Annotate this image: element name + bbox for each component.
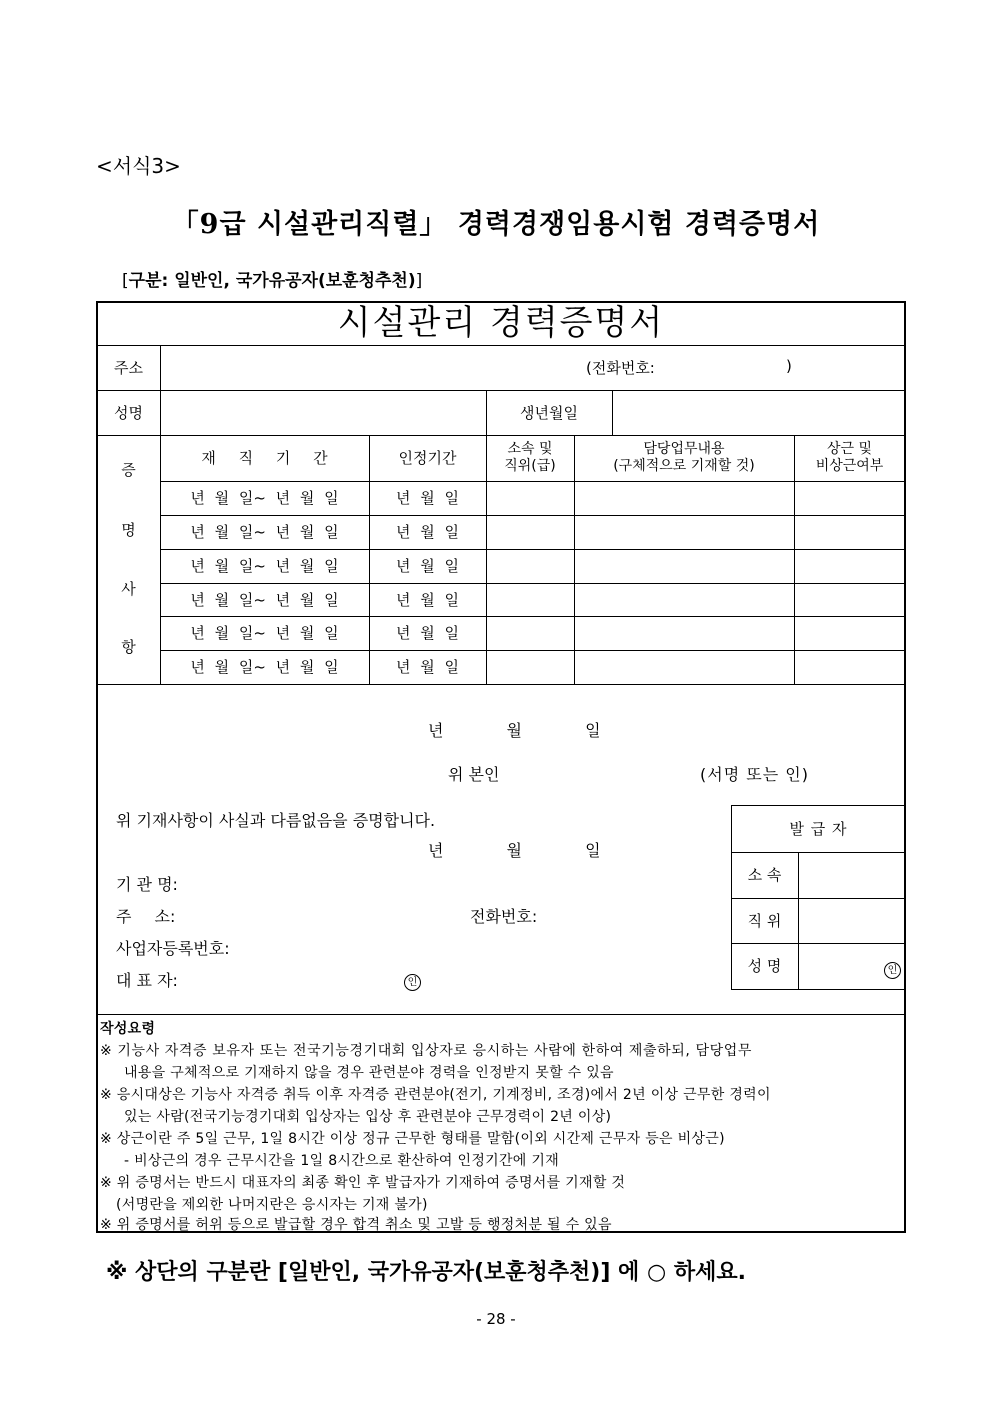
- category-open-bracket: [: [122, 271, 129, 291]
- row-period: 년 월 일~ 년 월 일: [190, 489, 339, 507]
- instruction-line: ※ 위 증명서를 허위 등으로 발급할 경우 합격 취소 및 고발 등 행정처분 될 수 있음: [100, 1217, 612, 1233]
- row-period: 년 월 일~ 년 월 일: [190, 624, 339, 642]
- instruction-line: (서명란을 제외한 나머지란은 응시자는 기재 불가): [116, 1197, 428, 1213]
- category-line: [122, 266, 422, 291]
- line-h: [97, 1014, 905, 1015]
- name-label: 성명: [114, 403, 143, 422]
- applicant-sign-label: (서명 또는 인): [700, 765, 809, 784]
- representative-seal: [404, 970, 421, 991]
- document-title: 「9급 시설관리직렬」 경력경쟁임용시험 경력증명서: [171, 209, 821, 240]
- category-text: 구분: 일반인, 국가유공자(보훈청추천): [128, 271, 416, 291]
- form-label: <서식3>: [96, 154, 181, 178]
- section-char: 사: [121, 580, 136, 598]
- instructions-title: 작성요령: [100, 1021, 156, 1037]
- line-h: [97, 684, 905, 685]
- line-h: [97, 345, 905, 346]
- issuer-line: [731, 989, 905, 990]
- row-period: 년 월 일~ 년 월 일: [190, 658, 339, 676]
- applicant-label: 위 본인: [448, 765, 500, 784]
- representative-label: 대 표 자:: [116, 971, 178, 990]
- section-char: 명: [121, 521, 136, 539]
- bottom-note-prefix: ※ 상단의 구분란 [: [106, 1260, 288, 1285]
- section-char: 항: [121, 638, 136, 656]
- section-char: 증: [121, 461, 136, 479]
- row-recognized: 년 월 일: [395, 489, 459, 507]
- instruction-line: 있는 사람(전국기능경기대회 입상자는 입상 후 관련분야 근무경력이 2년 이상): [124, 1109, 612, 1125]
- issuer-position-label: 직 위: [747, 911, 782, 930]
- issuer-line: [798, 852, 799, 989]
- issuer-name-label: 성 명: [747, 957, 782, 975]
- biz-no-label: 사업자등록번호:: [116, 939, 230, 958]
- header-recognized: 인정기간: [398, 449, 457, 467]
- instruction-line: - 비상근의 경우 근무시간을 1일 8시간으로 환산하여 인정기간에 기재: [124, 1153, 560, 1169]
- certification-statement: 위 기재사항이 사실과 다름없음을 증명합니다.: [116, 811, 436, 830]
- instruction-line: ※ 응시대상은 기능사 자격증 취득 이후 자격증 관련분야(전기, 기계정비, 조경)에서 2년 이상 근무한 경력이: [100, 1087, 771, 1103]
- row-period: 년 월 일~ 년 월 일: [190, 590, 339, 609]
- bottom-note-suffix: ] 에 ○ 하세요.: [600, 1260, 746, 1285]
- seal-icon: 인: [884, 962, 901, 979]
- phone-close: ): [786, 357, 792, 375]
- row-period: 년 월 일~ 년 월 일: [190, 557, 339, 575]
- issuer-title: 발 급 자: [789, 819, 847, 838]
- header-affiliation: 소속 및 직위(급): [504, 441, 556, 474]
- instruction-line: ※ 기능사 자격증 보유자 또는 전국기능경기대회 입상자로 응시하는 사람에 한하여 제출하되, 담당업무: [100, 1043, 753, 1059]
- row-recognized: 년 월 일: [395, 624, 459, 642]
- category-close-bracket: ]: [415, 271, 423, 291]
- row-recognized: 년 월 일: [395, 557, 459, 575]
- bottom-note: [106, 1255, 746, 1286]
- instruction-line: ※ 상근이란 주 5일 근무, 1일 8시간 이상 정규 근무한 형태를 말함(이외 시간제 근무자 등은 비상근): [100, 1131, 725, 1147]
- page-number: - 28 -: [476, 1310, 516, 1328]
- phone-label: (전화번호:: [586, 359, 655, 377]
- header-duties: 담당업무내용 (구체적으로 기재할 것): [613, 441, 755, 474]
- seal-icon: 인: [404, 974, 421, 991]
- instruction-line: 내용을 구체적으로 기재하지 않을 경우 관련분야 경력을 인정받지 못할 수 있음: [124, 1065, 614, 1081]
- line-v: [612, 390, 613, 435]
- instruction-line: ※ 위 증명서는 반드시 대표자의 최종 확인 후 발급자가 기재하여 증명서를 기재할 것: [100, 1175, 626, 1191]
- row-period: 년 월 일~ 년 월 일: [190, 523, 339, 541]
- header-tenure: 재 직 기 간: [201, 449, 328, 467]
- header-fulltime: 상근 및 비상근여부: [815, 441, 884, 474]
- org-phone-label: 전화번호:: [470, 907, 538, 926]
- issuer-seal: [884, 958, 901, 979]
- org-address-label: 주 소:: [116, 907, 176, 926]
- org-name-label: 기 관 명:: [116, 875, 178, 894]
- row-recognized: 년 월 일: [395, 658, 459, 676]
- row-recognized: 년 월 일: [395, 590, 459, 609]
- bottom-note-bold: 일반인, 국가유공자(보훈청추천): [287, 1260, 601, 1285]
- issuer-affiliation-label: 소 속: [747, 866, 782, 884]
- address-label: 주소: [114, 358, 143, 377]
- certificate-title: 시설관리 경력증명서: [337, 303, 665, 344]
- applicant-date: 년 월 일: [428, 721, 601, 740]
- issue-date: 년 월 일: [428, 841, 601, 860]
- row-recognized: 년 월 일: [395, 523, 459, 541]
- birth-label: 생년월일: [520, 403, 578, 422]
